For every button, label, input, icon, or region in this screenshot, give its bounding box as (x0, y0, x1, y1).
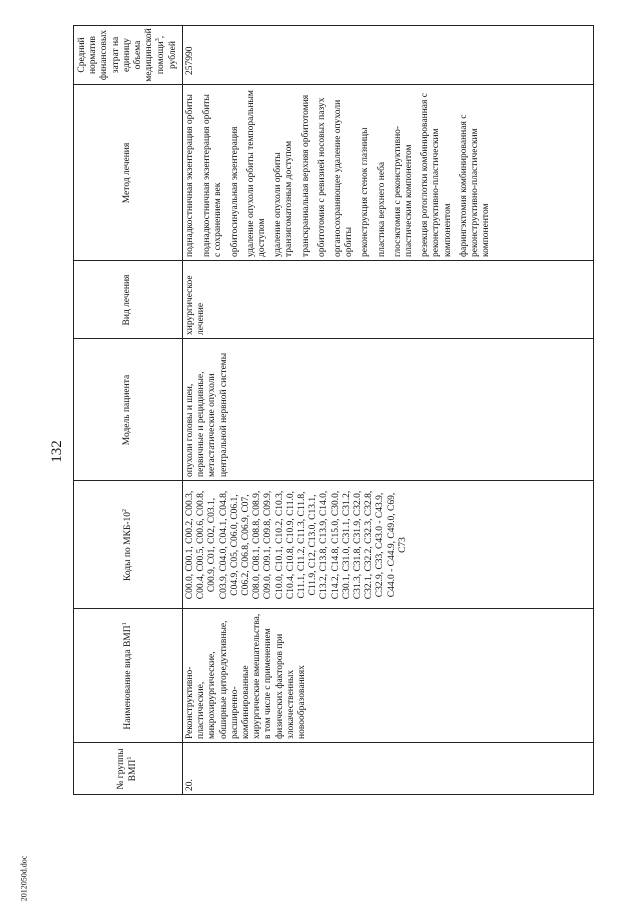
column-divider (73, 260, 593, 261)
header-treatment-method-text: Метод лечения (122, 142, 133, 204)
column-divider (73, 742, 593, 743)
method-item: удаление опухоли орбиты транзигоматозным доступом (273, 140, 295, 257)
column-divider (73, 608, 593, 609)
page-number (44, 433, 70, 469)
method-item: реконструкция стенок глазницы (360, 127, 371, 257)
header-vmp-name-text: Наименование вида ВМП (122, 625, 133, 730)
method-item: орбитотомия с ревизией носовых пазух (316, 97, 327, 257)
cell-patient-model: опухоли головы и шеи, первичные и рецидивные, метастатические опухоли центральной нервной системы (185, 352, 229, 477)
table-row (181, 25, 594, 795)
file-name-text: 2012050d.doc (19, 855, 29, 901)
method-item: фарингэктомия комбинированная с реконструктивно-пластическим компонентом (458, 114, 492, 257)
method-item: пластика верхнего неба (376, 161, 387, 257)
cell-group-no: 20. (185, 779, 195, 791)
rotated-table-wrapper (73, 25, 593, 795)
header-avg-cost-unit: , рублей (156, 35, 178, 69)
method-item: глосэктомия с реконструктивно-пластическим компонентом (392, 125, 415, 257)
method-item: поднадкостничная экзентерация орбиты с сохранением век (202, 94, 224, 257)
header-group-no (74, 743, 182, 795)
method-item: органосохраняющее удаление опухоли орбиты (333, 99, 355, 257)
column-divider (73, 480, 593, 481)
footnote-mark: 2 (121, 508, 128, 512)
method-item: удаление опухоли орбиты темпоральным доступом (245, 90, 268, 257)
method-item: транскраниальная верхняя орбитотомия (300, 94, 311, 257)
cell-avg-cost: 257990 (185, 46, 195, 75)
footnote-mark: 1 (127, 756, 134, 760)
file-footer (14, 855, 34, 901)
method-item: поднадкостничная экзентерация орбиты (185, 94, 195, 257)
header-icd-codes (74, 481, 182, 609)
header-treatment-type (74, 261, 182, 339)
header-treatment-method (74, 85, 182, 261)
method-item: резекция ротоглотки комбинированная с реконструктивно-пластическим компонентом (420, 93, 453, 257)
table-header-row (73, 25, 183, 795)
header-patient-model (74, 339, 182, 481)
footnote-mark: 1 (121, 622, 128, 626)
cell-vmp-name: Реконструктивно-пластические, микрохирургические, обширные циторедуктивные, расширенно-комбинированные хирургические вмешательства, в том числе с применением физических факторов при злокачественных новообразованиях (185, 613, 308, 739)
column-divider (73, 25, 593, 26)
header-group-no-text: № группы ВМП (116, 748, 139, 790)
page-number-text: 132 (48, 439, 65, 463)
column-divider (73, 338, 593, 339)
header-avg-cost (74, 25, 182, 85)
column-divider (73, 84, 593, 85)
cell-treatment-methods (181, 85, 593, 261)
header-patient-model-text: Модель пациента (122, 374, 133, 446)
header-treatment-type-text: Вид лечения (122, 274, 133, 326)
method-item: орбитосинуальная экзентерация (229, 126, 240, 257)
cell-icd-codes: C00.0, C00.1, C00.2, C00.3, C00.4, C00.5, C00.6, C00.8, C00.9, C01, C02, C03.1, C03.9, C04.0, C04.1, C04.8, C04.9, C05, C06.0, C06.1, C06.2, C06.8, C06.9, C07, C08.0, C08.1, C08.8, C08.9, C09.0, C09.1, C09.8, C09.9, C10.0, C10.1, C10.2, C10.3, C10.4, C10.8, C10.9, C11.0, C11.1, C11.2, C11.3, C11.8, C11.9, C12, C13.0, C13.1, C13.2, C13.8, C13.9, C14.0, C14.2, C14.8, C15.0, C30.0, C30.1, C31.0, C31.1, C31.2, C31.3, C31.8, C31.9, C32.0, C32.1, C32.2, C32.3, C32.8, C32.9, C33, C43.0 - C43.9, C44.0 - C44.9, C49.0, C69, C73 (185, 490, 408, 600)
header-vmp-name (74, 609, 182, 743)
footnote-mark: 3 (155, 38, 162, 42)
header-avg-cost-text: Средний норматив финансовых затрат на единицу объема медицинской помощи (77, 28, 167, 82)
cell-treatment-type: хирургическое лечение (185, 275, 207, 335)
header-icd-codes-text: Коды по МКБ-10 (122, 511, 133, 582)
vmp-table (73, 25, 593, 795)
column-divider (73, 794, 593, 795)
